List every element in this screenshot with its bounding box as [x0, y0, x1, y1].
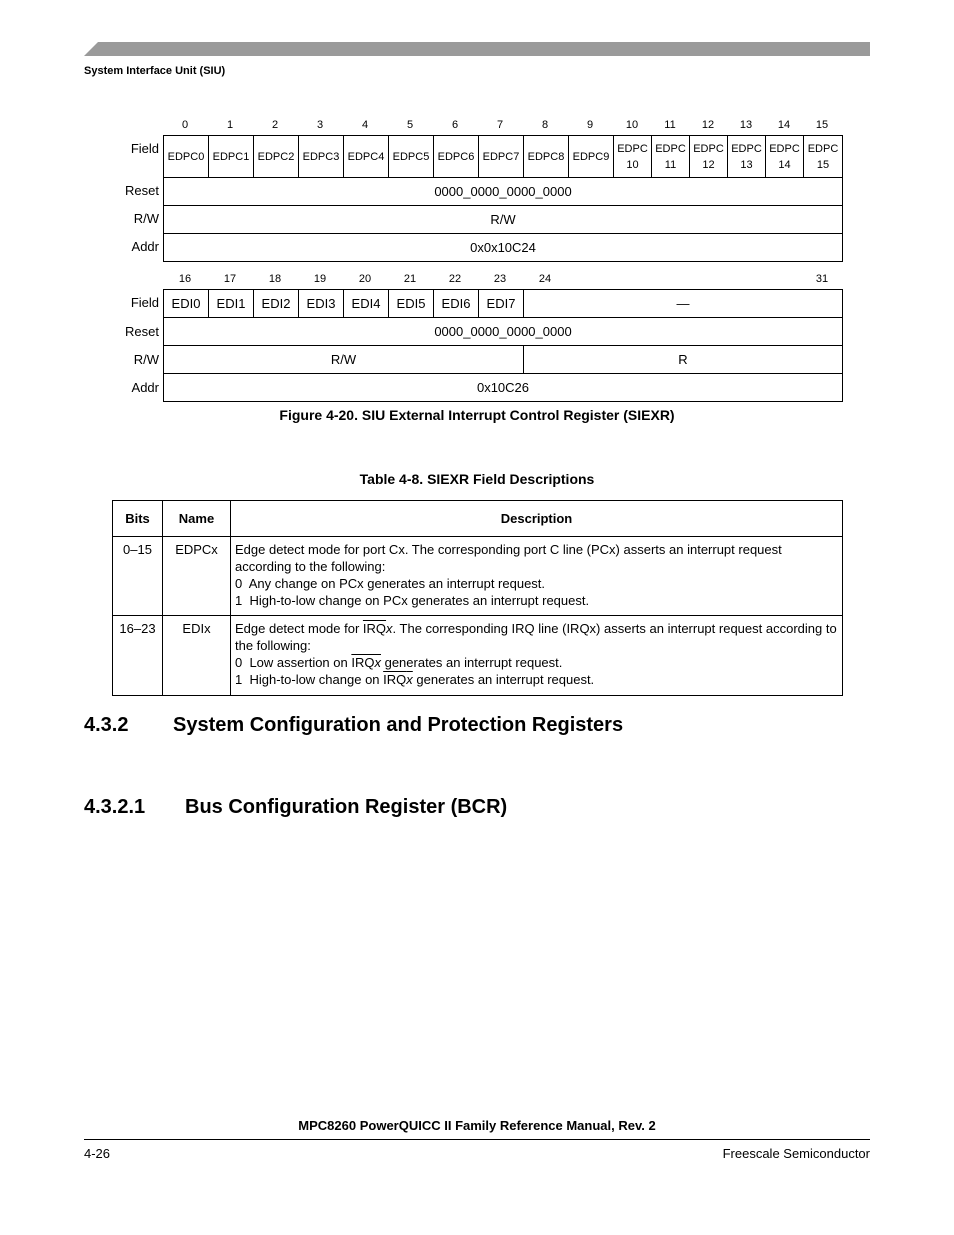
bit-number: 2: [271, 119, 279, 131]
running-header: System Interface Unit (SIU): [84, 65, 226, 77]
table-caption: Table 4-8. SIEXR Field Descriptions: [359, 471, 595, 487]
section-heading-4-3-2: 4.3.2 System Configuration and Protection Registers: [84, 714, 624, 736]
description-cell: Edge detect mode for $\overline{IRQ}x$. The corresponding IRQ line (IRQx) asserts an interrupt request according to the following: 0 Low assertion on IRQx generates an interrupt request. 1 High-to-low change on IRQx generates an interrupt request.: [231, 616, 843, 696]
row-label-field: Field: [130, 141, 159, 156]
field-cell: EDPC0: [164, 136, 209, 178]
footer-divider: [84, 1139, 870, 1140]
bit-number: 4: [361, 119, 369, 131]
table-row: [113, 616, 843, 696]
reserved-cell: —: [524, 290, 843, 318]
row-label-addr: Addr: [131, 239, 159, 254]
footer-manual-title: MPC8260 PowerQUICC II Family Reference Manual, Rev. 2: [298, 1118, 656, 1133]
field-cell: EDPC4: [344, 136, 389, 178]
addr-value: 0x0x10C24: [164, 234, 843, 262]
header-bar: [84, 42, 870, 56]
addr-value: 0x10C26: [164, 374, 843, 402]
bit-number: 16: [178, 273, 192, 285]
bit-number: 6: [451, 119, 459, 131]
field-cell: EDI2: [254, 290, 299, 318]
field-cell: EDPC 10: [614, 136, 652, 178]
field-cell: EDPC5: [389, 136, 434, 178]
bit-number: 18: [268, 273, 282, 285]
row-label-addr: Addr: [131, 380, 159, 395]
bit-number: 19: [313, 273, 327, 285]
row-label-reset: Reset: [125, 324, 159, 339]
field-cell: EDPC 11: [652, 136, 690, 178]
reset-value: 0000_0000_0000_0000: [164, 318, 843, 346]
table-header-row: [113, 501, 843, 537]
register-table-16-31: [163, 289, 843, 402]
register-table-0-15: [163, 135, 843, 262]
header-name: Name: [163, 501, 231, 537]
bit-number: 12: [701, 119, 715, 131]
row-label-rw: R/W: [133, 211, 159, 226]
row-label-rw: R/W: [133, 352, 159, 367]
bits-cell: 0–15: [113, 537, 163, 616]
header-description: Description: [231, 501, 843, 537]
rw-value: R/W: [164, 346, 524, 374]
bit-number: 23: [493, 273, 507, 285]
field-cell: EDPC8: [524, 136, 569, 178]
page-number: 4-26: [84, 1146, 111, 1161]
field-cell: EDI6: [434, 290, 479, 318]
field-description-table: [112, 500, 843, 696]
field-cell: EDPC9: [569, 136, 614, 178]
description-cell: Edge detect mode for port Cx. The corresponding port C line (PCx) asserts an interrupt request according to the following: 0 Any change on PCx generates an interrupt request. 1 High-to-low change on PCx generates an interrupt request.: [231, 537, 843, 616]
section-heading-4-3-2-1: 4.3.2.1 Bus Configuration Register (BCR): [84, 796, 508, 818]
bit-number: 9: [586, 119, 594, 131]
bit-numbers-16-31: [0, 273, 954, 287]
bit-number: 17: [223, 273, 237, 285]
field-cell: EDPC 14: [766, 136, 804, 178]
field-cell: EDI3: [299, 290, 344, 318]
bit-number: 8: [541, 119, 549, 131]
bit-number: 31: [815, 273, 829, 285]
field-cell: EDI7: [479, 290, 524, 318]
header-bits: Bits: [113, 501, 163, 537]
footer-company: Freescale Semiconductor: [722, 1146, 870, 1161]
reset-value: 0000_0000_0000_0000: [164, 178, 843, 206]
field-cell: EDI4: [344, 290, 389, 318]
row-label-reset: Reset: [125, 183, 159, 198]
field-cell: EDPC 12: [690, 136, 728, 178]
name-cell: EDPCx: [163, 537, 231, 616]
bits-cell: 16–23: [113, 616, 163, 696]
field-cell: EDPC7: [479, 136, 524, 178]
field-cell: EDPC1: [209, 136, 254, 178]
bit-number: 3: [316, 119, 324, 131]
bit-number: 20: [358, 273, 372, 285]
bit-number: 22: [448, 273, 462, 285]
figure-caption: Figure 4-20. SIU External Interrupt Control Register (SIEXR): [279, 407, 675, 423]
bit-number: 13: [739, 119, 753, 131]
field-cell: EDI5: [389, 290, 434, 318]
bit-number: 5: [406, 119, 414, 131]
field-cell: EDPC6: [434, 136, 479, 178]
table-row: [113, 537, 843, 616]
field-cell: EDI1: [209, 290, 254, 318]
row-label-field: Field: [130, 295, 159, 310]
bit-number: 7: [496, 119, 504, 131]
rw-value-reserved: R: [524, 346, 843, 374]
bit-number: 11: [664, 119, 676, 131]
bit-number: 21: [403, 273, 417, 285]
field-cell: EDPC2: [254, 136, 299, 178]
rw-value: R/W: [164, 206, 843, 234]
bit-number: 14: [777, 119, 791, 131]
name-cell: EDIx: [163, 616, 231, 696]
field-row: [164, 136, 843, 178]
bit-number: 1: [226, 119, 234, 131]
field-cell: EDI0: [164, 290, 209, 318]
bit-number: 0: [181, 119, 189, 131]
field-cell: EDPC 13: [728, 136, 766, 178]
field-cell: EDPC 15: [804, 136, 843, 178]
field-cell: EDPC3: [299, 136, 344, 178]
bit-number: 10: [625, 119, 639, 131]
field-row: [164, 290, 843, 318]
bit-numbers-0-15: [0, 119, 954, 133]
bit-number: 24: [538, 273, 552, 285]
bit-number: 15: [815, 119, 829, 131]
